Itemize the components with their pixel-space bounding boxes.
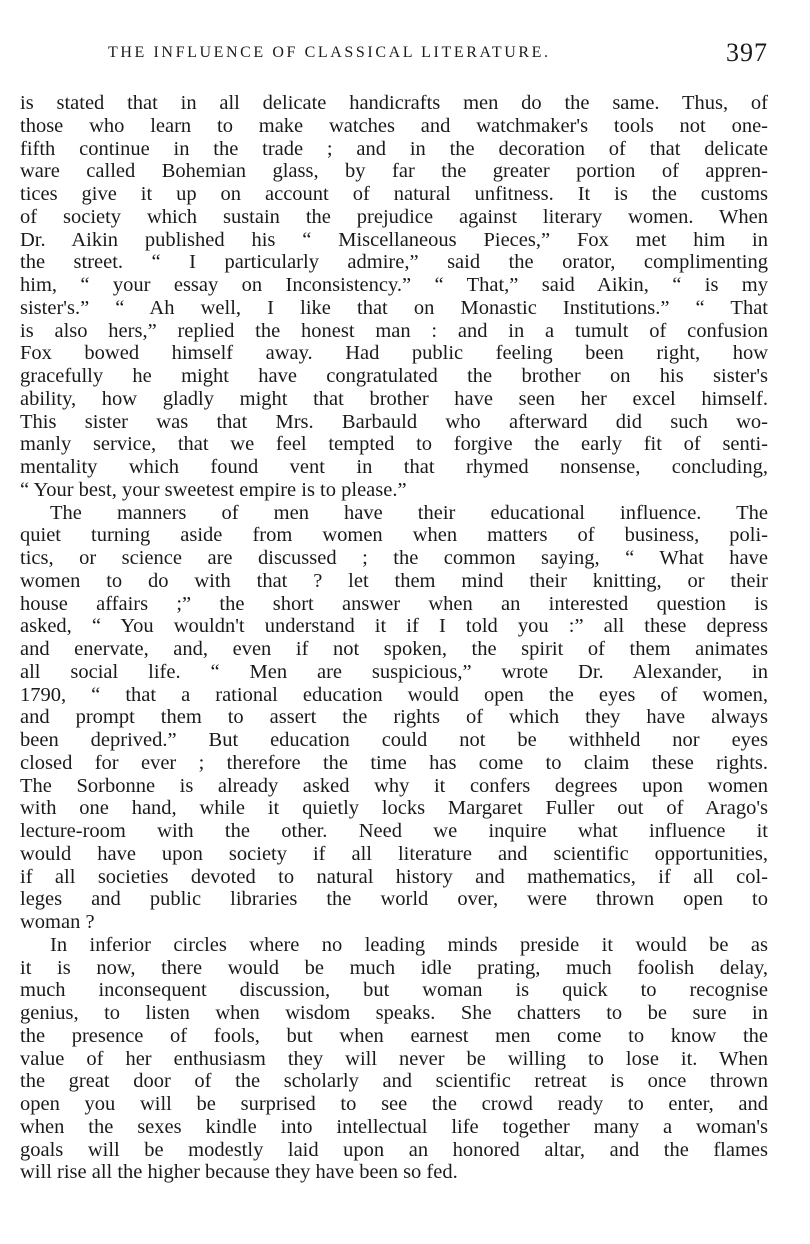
text-line: is stated that in all delicate handicrafts men do the same. Thus, of bbox=[20, 92, 768, 114]
text-line: tices give it up on account of natural unfitness. It is the customs bbox=[20, 183, 768, 205]
text-line: with one hand, while it quietly locks Margaret Fuller out of Arago's bbox=[20, 797, 768, 820]
text-line: the street. “ I particularly admire,” said the orator, complimenting bbox=[20, 251, 768, 274]
text-line: leges and public libraries the world over, were thrown open to bbox=[20, 888, 768, 911]
text-line: those who learn to make watches and watchmaker's tools not one- bbox=[20, 114, 768, 137]
text-line: women to do with that ? let them mind their knitting, or their bbox=[20, 569, 768, 592]
page-number: 397 bbox=[726, 38, 768, 67]
text-line: mentality which found vent in that rhymed nonsense, concluding, bbox=[20, 456, 768, 478]
text-line: 1790, “ that a rational education would open the eyes of women, bbox=[20, 683, 768, 706]
text-line: been deprived.” But education could not be withheld nor eyes bbox=[20, 729, 768, 751]
text-line: will rise all the higher because they have been so fed. bbox=[20, 1161, 458, 1184]
text-line: quiet turning aside from women when matters of business, poli- bbox=[20, 524, 768, 547]
text-line: value of her enthusiasm they will never be willing to lose it. When bbox=[20, 1047, 768, 1070]
text-line: ware called Bohemian glass, by far the greater portion of appren- bbox=[20, 160, 768, 183]
text-line: the presence of fools, but when earnest men come to know the bbox=[20, 1024, 768, 1047]
text-line: lecture-room with the other. Need we inquire what influence it bbox=[20, 820, 768, 842]
text-line: woman ? bbox=[20, 911, 95, 933]
running-title: THE INFLUENCE OF CLASSICAL LITERATURE. bbox=[108, 44, 551, 61]
running-header bbox=[108, 38, 768, 67]
text-line: ability, how gladly might that brother have seen her excel himself. bbox=[20, 387, 768, 410]
text-line: would have upon society if all literature and scientific opportunities, bbox=[20, 842, 768, 865]
text-line: The Sorbonne is already asked why it confers degrees upon women bbox=[20, 774, 768, 797]
text-line: goals will be modestly laid upon an honored altar, and the flames bbox=[20, 1138, 768, 1161]
text-line: This sister was that Mrs. Barbauld who afterward did such wo- bbox=[20, 410, 768, 433]
text-line: tics, or science are discussed ; the common saying, “ What have bbox=[20, 547, 768, 569]
text-line: him, “ your essay on Inconsistency.” “ That,” said Aikin, “ is my bbox=[20, 274, 768, 296]
text-line: is also hers,” replied the honest man : and in a tumult of confusion bbox=[20, 319, 768, 342]
text-line: of society which sustain the prejudice against literary women. When bbox=[20, 205, 768, 228]
text-line: it is now, there would be much idle prating, much foolish delay, bbox=[20, 956, 768, 979]
text-line: if all societies devoted to natural history and mathematics, if all col- bbox=[20, 865, 768, 888]
paragraph-start-line: The manners of men have their educational influence. The bbox=[50, 501, 768, 524]
text-line: and enervate, and, even if not spoken, the spirit of them animates bbox=[20, 638, 768, 660]
text-line: when the sexes kindle into intellectual life together many a woman's bbox=[20, 1115, 768, 1138]
text-line: sister's.” “ Ah well, I like that on Monastic Institutions.” “ That bbox=[20, 296, 768, 319]
text-line: the great door of the scholarly and scientific retreat is once thrown bbox=[20, 1070, 768, 1093]
text-line: genius, to listen when wisdom speaks. She chatters to be sure in bbox=[20, 1002, 768, 1024]
paragraph-start-line: In inferior circles where no leading minds preside it would be as bbox=[50, 933, 768, 956]
text-line: Dr. Aikin published his “ Miscellaneous Pieces,” Fox met him in bbox=[20, 228, 768, 251]
text-line: fifth continue in the trade ; and in the decoration of that delicate bbox=[20, 137, 768, 160]
text-line: Fox bowed himself away. Had public feeling been right, how bbox=[20, 342, 768, 365]
text-line: closed for ever ; therefore the time has come to claim these rights. bbox=[20, 751, 768, 774]
text-line: much inconsequent discussion, but woman is quick to recognise bbox=[20, 979, 768, 1002]
text-line: and prompt them to assert the rights of which they have always bbox=[20, 706, 768, 729]
text-line: “ Your best, your sweetest empire is to please.” bbox=[20, 478, 407, 501]
text-line: open you will be surprised to see the crowd ready to enter, and bbox=[20, 1093, 768, 1115]
text-line: manly service, that we feel tempted to forgive the early fit of senti- bbox=[20, 433, 768, 456]
body-text bbox=[20, 92, 768, 1184]
text-line: asked, “ You wouldn't understand it if I told you :” all these depress bbox=[20, 615, 768, 638]
text-line: all social life. “ Men are suspicious,” wrote Dr. Alexander, in bbox=[20, 660, 768, 683]
text-line: gracefully he might have congratulated the brother on his sister's bbox=[20, 365, 768, 387]
text-line: house affairs ;” the short answer when an interested question is bbox=[20, 592, 768, 615]
